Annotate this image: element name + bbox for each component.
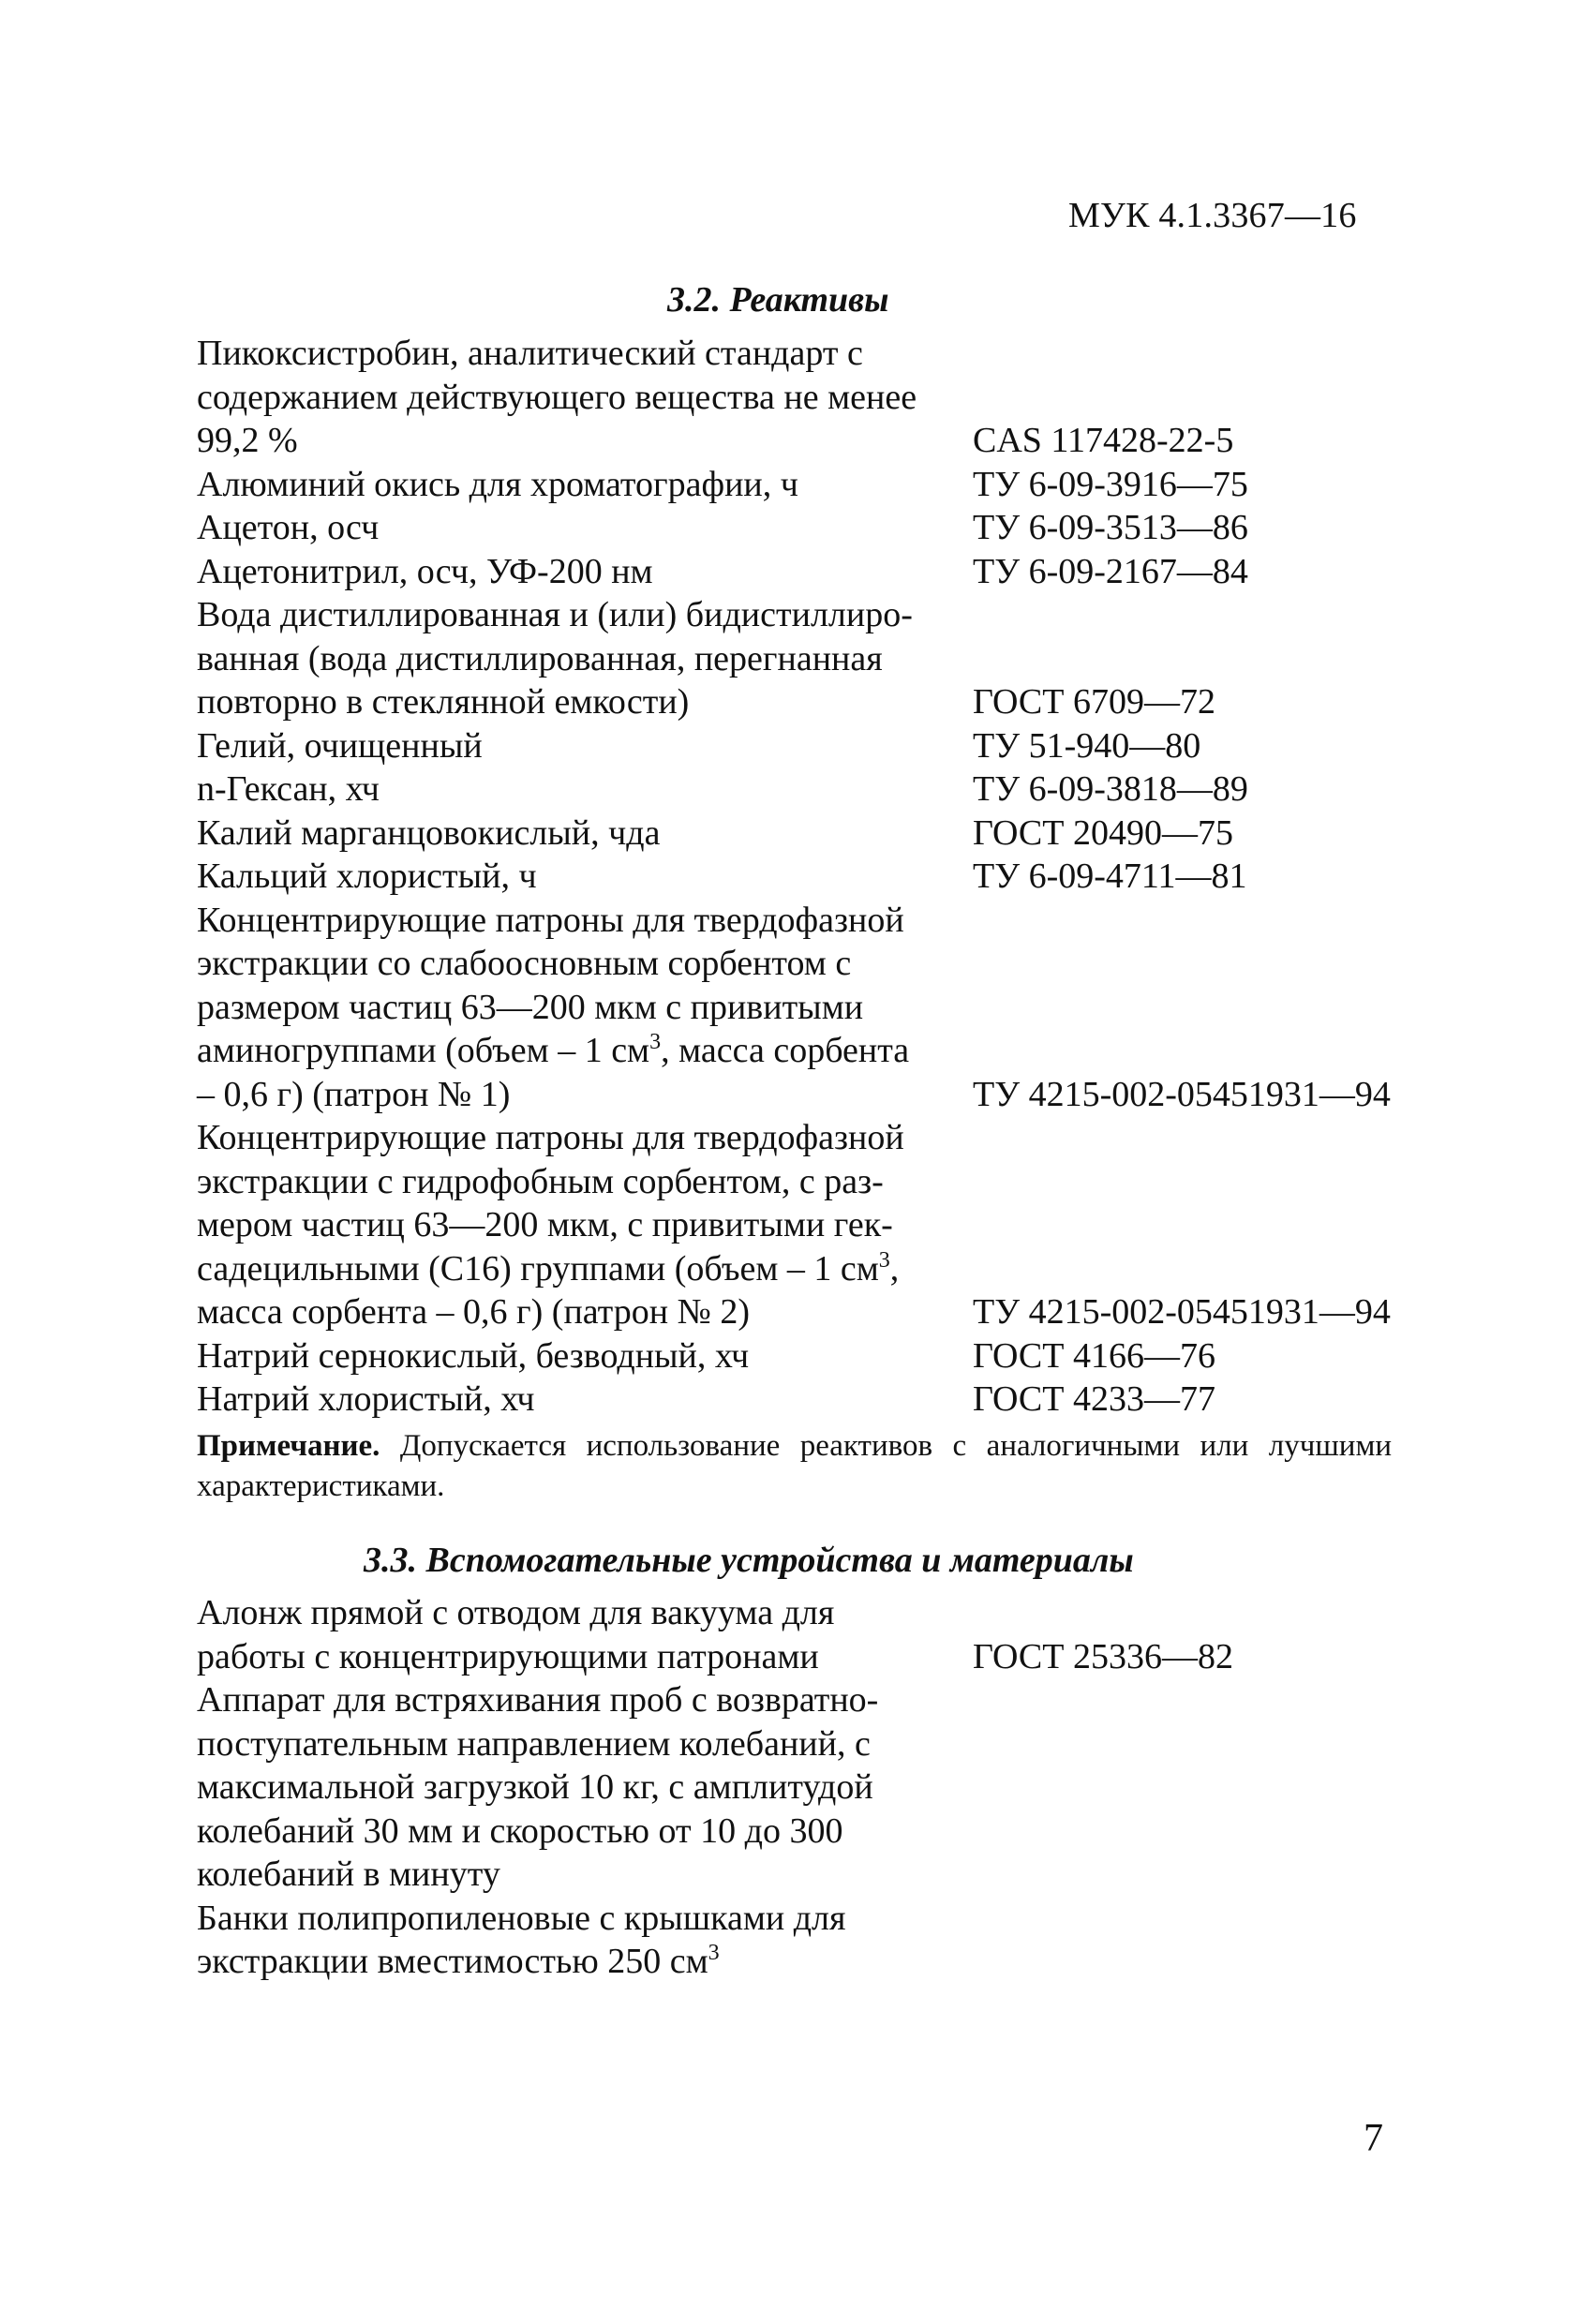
- reagent-name-line: Натрий хлористый, хч: [197, 1379, 535, 1419]
- auxiliary-name-line: колебаний 30 мм и скоростью от 10 до 300: [197, 1810, 843, 1851]
- note-label: Примечание.: [197, 1429, 380, 1463]
- reagent-name-line: Концентрирующие патроны для твердофазной: [197, 900, 904, 940]
- section-title-reagents: 3.2. Реактивы: [667, 280, 889, 320]
- reagent-name-line: Вода дистиллированная и (или) бидистиллиро-: [197, 595, 913, 634]
- reagent-standard: ТУ 6-09-3818—89: [973, 769, 1248, 809]
- reagent-item: [197, 550, 1415, 594]
- reagent-item: [197, 724, 1415, 768]
- reagent-standard: ГОСТ 4233—77: [973, 1379, 1215, 1419]
- reagent-item: [197, 593, 1415, 724]
- reagent-standard: ТУ 51-940—80: [973, 725, 1201, 766]
- superscript: 3: [649, 1030, 662, 1054]
- reagent-name-line: повторно в стеклянной емкости): [197, 682, 690, 722]
- reagent-item: [197, 1334, 1415, 1378]
- reagent-name-line: – 0,6 г) (патрон № 1): [197, 1074, 511, 1114]
- superscript: 3: [878, 1247, 890, 1273]
- reagent-name-line: масса сорбента – 0,6 г) (патрон № 2): [197, 1292, 750, 1332]
- reagent-name-line: садецильными (С16) группами (объем – 1 $см^3$,: [197, 1247, 900, 1289]
- auxiliary-name-line: экстракции вместимостью 250 $см^3$: [197, 1941, 720, 1981]
- reagent-standard: ГОСТ 6709—72: [973, 682, 1215, 722]
- auxiliary-item: [197, 1897, 1415, 1984]
- reagent-item: [197, 767, 1415, 812]
- reagent-item: [197, 463, 1415, 507]
- reagent-name-line: экстракции с гидрофобным сорбентом, с раз-: [197, 1161, 884, 1201]
- auxiliary-name-line: Алонж прямой с отводом для вакуума для: [197, 1593, 835, 1632]
- auxiliary-name-line: колебаний в минуту: [197, 1855, 500, 1894]
- auxiliary-name-line: работы с концентрирующими патронами: [197, 1636, 819, 1676]
- reagent-name-line: мером частиц 63—200 мкм, с привитыми гек-: [197, 1205, 893, 1244]
- auxiliary-name-line: Аппарат для встряхивания проб с возвратно-: [197, 1680, 879, 1720]
- reagent-standard: ТУ 4215-002-05451931—94: [973, 1074, 1391, 1114]
- reagent-name-line: n-Гексан, хч: [197, 769, 380, 809]
- reagent-name-line: Пикоксистробин, аналитический стандарт с: [197, 334, 863, 373]
- reagent-name-line: Ацетонитрил, осч, УФ-200 нм: [197, 551, 653, 591]
- reagent-item: [197, 1378, 1415, 1422]
- reagent-standard: ГОСТ 4166—76: [973, 1335, 1215, 1376]
- auxiliary-list: [197, 1591, 1415, 1984]
- reagent-name-line: Ацетон, осч: [197, 508, 380, 547]
- reagent-standard: CAS 117428-22-5: [973, 421, 1234, 460]
- reagent-standard: ГОСТ 20490—75: [973, 812, 1233, 853]
- document-code: МУК 4.1.3367—16: [1068, 196, 1357, 235]
- reagent-name-line: размером частиц 63—200 мкм с привитыми: [197, 987, 864, 1027]
- reagent-name-line: Кальций хлористый, ч: [197, 857, 537, 896]
- reagent-item: [197, 812, 1415, 856]
- auxiliary-name-line: поступательным направлением колебаний, с: [197, 1723, 871, 1764]
- reagent-name-line: Концентрирующие патроны для твердофазной: [197, 1118, 904, 1157]
- reagent-name-line: Алюминий окись для хроматографии, ч: [197, 464, 798, 504]
- superscript: 3: [708, 1941, 720, 1965]
- auxiliary-name-line: максимальной загрузкой 10 кг, с амплитудой: [197, 1767, 873, 1807]
- reagent-name-line: Гелий, очищенный: [197, 725, 483, 766]
- page-number: 7: [1364, 2117, 1383, 2160]
- reagent-name-line: экстракции со слабоосновным сорбентом с: [197, 944, 852, 983]
- note-paragraph: [197, 1426, 1392, 1507]
- reagent-name-line: ванная (вода дистиллированная, перегнанная: [197, 638, 883, 678]
- reagent-standard: ТУ 4215-002-05451931—94: [973, 1292, 1391, 1332]
- reagent-name-line: содержанием действующего вещества не менее: [197, 377, 917, 417]
- reagent-item: [197, 855, 1415, 899]
- reagent-item: [197, 506, 1415, 550]
- reagent-name-line: Калий марганцовокислый, чда: [197, 812, 661, 853]
- reagent-item: [197, 1116, 1415, 1334]
- auxiliary-item: [197, 1678, 1415, 1897]
- reagent-standard: ТУ 6-09-4711—81: [973, 857, 1247, 896]
- reagent-standard: ТУ 6-09-3513—86: [973, 508, 1248, 547]
- note-text: Допускается использование реактивов с аналогичными или лучшими характеристиками.: [197, 1429, 1392, 1503]
- auxiliary-standard: ГОСТ 25336—82: [973, 1636, 1233, 1676]
- reagent-item: [197, 332, 1415, 463]
- reagent-name-line: 99,2 %: [197, 421, 298, 460]
- reagent-name-line: Натрий сернокислый, безводный, хч: [197, 1335, 750, 1376]
- reagent-standard: ТУ 6-09-2167—84: [973, 551, 1248, 591]
- auxiliary-item: [197, 1591, 1415, 1678]
- section-title-auxiliary-devices: 3.3. Вспомогательные устройства и материалы: [364, 1541, 1134, 1580]
- reagent-item: [197, 899, 1415, 1117]
- auxiliary-name-line: Банки полипропиленовые с крышками для: [197, 1898, 846, 1938]
- reagents-list: [197, 332, 1415, 1422]
- reagent-standard: ТУ 6-09-3916—75: [973, 464, 1248, 504]
- reagent-name-line: аминогруппами (объем – 1 $см^3$, масса сорбента: [197, 1030, 910, 1070]
